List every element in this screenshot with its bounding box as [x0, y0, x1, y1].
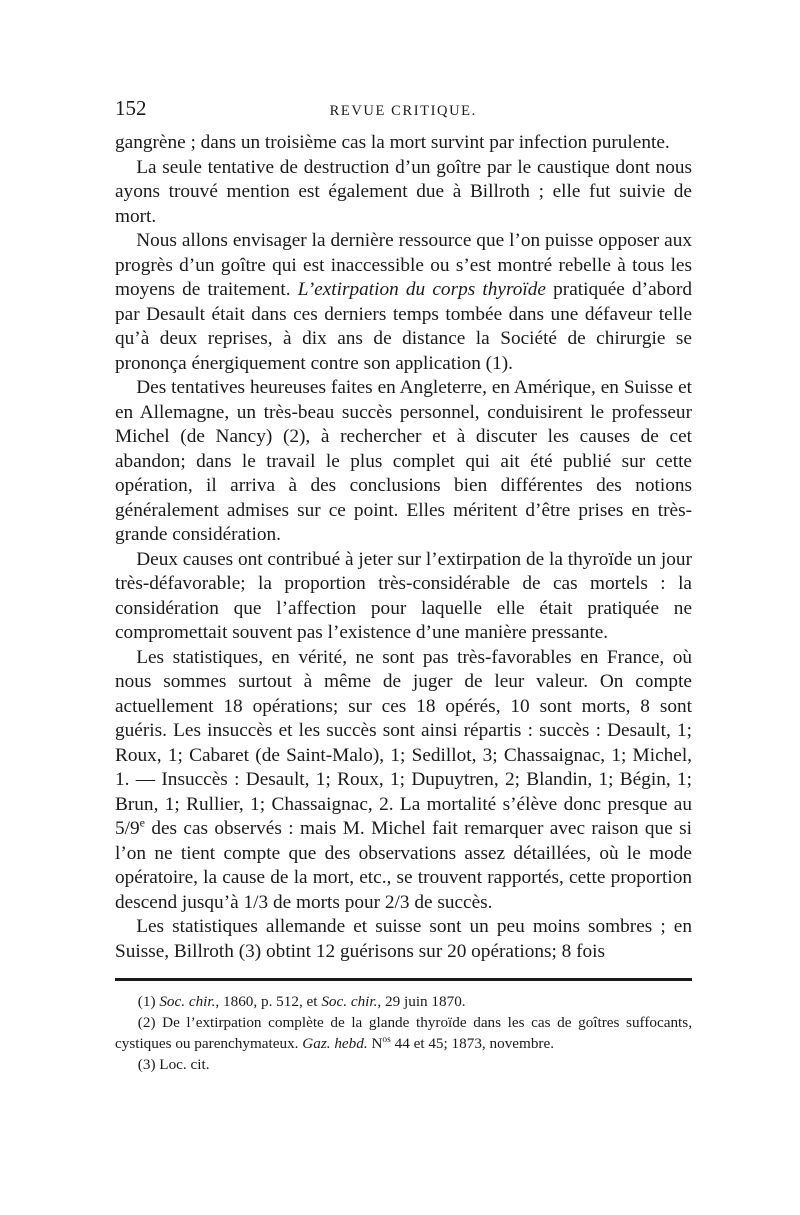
- footnotes: [115, 991, 692, 1075]
- running-title: REVUE CRITIQUE.: [329, 103, 477, 119]
- footnote: [115, 1054, 692, 1075]
- text-run: , 29 juin 1870.: [377, 993, 466, 1010]
- text-run: des cas observés : mais M. Michel fait remarquer avec raison que si l’on ne tient compte que des observations assez détaillées, où le mode opératoire, la cause de la mort, etc., se trouvent rapportés, cette proportion descend jusqu’à 1/3 de morts pour 2/3 de succès.: [115, 818, 692, 913]
- text-run: (3) Loc. cit.: [137, 1056, 210, 1073]
- text-run: gangrène ; dans un troisième cas la mort survint par infection purulente.: [115, 132, 670, 153]
- paragraph: [115, 156, 692, 230]
- paragraph: [115, 548, 692, 646]
- text-run: Les statistiques allemande et suisse sont un peu moins sombres ; en Suisse, Billroth (3) obtint 12 guérisons sur 20 opérations; 8 fois: [115, 916, 692, 962]
- paragraph: [115, 376, 692, 548]
- italic-text: Gaz. hebd.: [302, 1035, 368, 1052]
- superscript: os: [382, 1034, 391, 1045]
- italic-text: Soc. chir.: [321, 993, 378, 1010]
- superscript: e: [139, 815, 145, 830]
- paragraph: [115, 915, 692, 964]
- text-run: Les statistiques, en vérité, ne sont pas très-favorables en France, où nous sommes surtout à même de juger de leur valeur. On compte actuellement 18 opérations; sur ces 18 opérés, 10 sont morts, 8 sont guéris. Les insuccès et les succès sont ainsi répartis : succès : Desault, 1; Roux, 1; Cabaret (de Saint-Malo), 1; Sedillot, 3; Chassaignac, 1; Michel, 1. — Insuccès : Desault, 1; Roux, 1; Dupuytren, 2; Blandin, 1; Bégin, 1; Brun, 1; Rullier, 1; Chassaignac, 2. La mortalité s’élève donc presque au 5/9: [115, 646, 692, 839]
- text-run: (2) De l’extirpation complète de la glande thyroïde dans les cas de goîtres suffocants, cystiques ou parenchymateux.: [115, 1014, 692, 1052]
- footnote: [115, 1012, 692, 1054]
- body-text: [115, 131, 692, 964]
- paragraph: [115, 131, 692, 156]
- text-run: (1): [137, 993, 160, 1010]
- page-header: [115, 96, 692, 121]
- text-run: La seule tentative de destruction d’un goître par le caustique dont nous ayons trouvé mention est également due à Billroth ; elle fut suivie de mort.: [115, 156, 692, 227]
- italic-text: Soc. chir.: [159, 993, 216, 1010]
- italic-text: L’extirpation du corps thyroïde: [297, 279, 546, 300]
- text-run: Deux causes ont contribué à jeter sur l’extirpation de la thyroïde un jour très-défavorable; la proportion très-considérable de cas mortels : la considération que l’affection pour laquelle elle était pratiquée ne compromettait souvent pas l’existence d’une manière pressante.: [115, 548, 692, 643]
- text-run: Nous allons envisager la dernière ressource que l’on puisse opposer aux progrès d’un goître qui est inaccessible ou s’est montré rebelle à tous les moyens de traitement.: [115, 230, 692, 300]
- text-run: 44 et 45; 1873, novembre.: [390, 1035, 555, 1052]
- text-run: , 1860, p. 512, et: [215, 993, 322, 1010]
- text-run: N: [367, 1035, 383, 1052]
- text-run: pratiquée d’abord par Desault était dans ces derniers temps tombée dans une défaveur telle qu’à deux reprises, à dix ans de distance la Société de chirurgie se prononça énergiquement contre son application (1).: [115, 279, 693, 374]
- footnote: [115, 991, 692, 1012]
- paragraph: [115, 646, 692, 916]
- paragraph: [115, 229, 692, 376]
- footnote-separator: [115, 978, 692, 981]
- text-run: Des tentatives heureuses faites en Angleterre, en Amérique, en Suisse et en Allemagne, un très-beau succès personnel, conduisirent le professeur Michel (de Nancy) (2), à rechercher et à discuter les causes de cet abandon; dans le travail le plus complet qui ait été publié sur cette opération, il arriva à des conclusions bien différentes des notions généralement admises sur ce point. Elles méritent d’être prises en très-grande considération.: [115, 377, 692, 545]
- page-number: 152: [115, 96, 147, 120]
